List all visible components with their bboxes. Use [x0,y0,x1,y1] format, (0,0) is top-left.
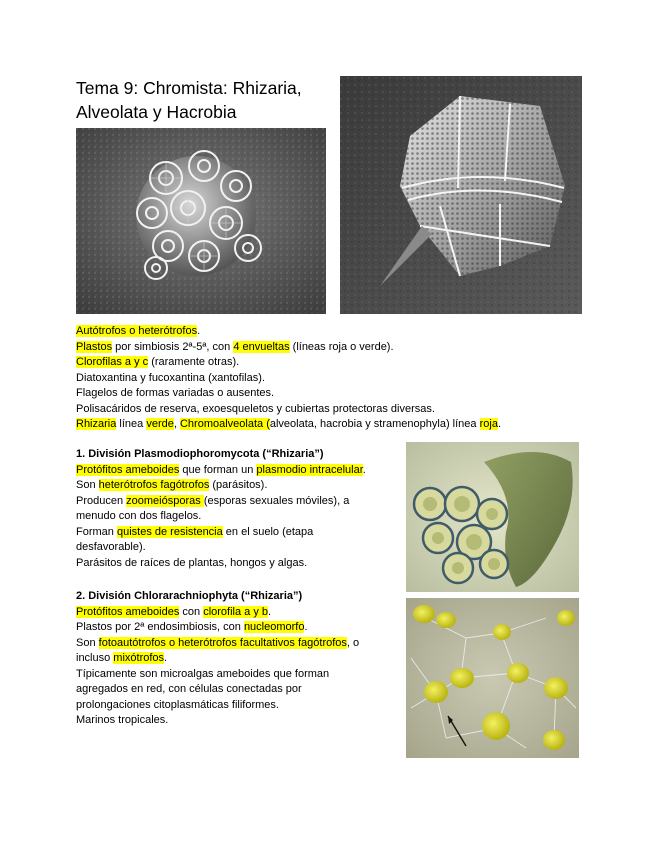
sec2-line-4: incluso mixótrofos. [76,652,168,664]
sec1-line-2: Son heterótrofos fagótrofos (parásitos). [76,479,268,491]
sec1-line-5: Forman quistes de resistencia en el suelo (etapa [76,525,314,538]
sec1-line-7: Parásitos de raíces de plantas, hongos y algas. [76,556,308,569]
plasmodiophora-image [406,442,579,592]
sec1-line-1: Protófitos ameboides que forman un plasmodio intracelular. [76,463,366,476]
section-1-heading: 1. División Plasmodiophoromycota (“Rhizaria”) [76,448,324,460]
intro-line-1: Autótrofos o heterótrofos. [76,325,201,337]
sec2-line-1: Protófitos ameboides con clorofila a y b. [76,605,272,618]
chlorarachnion-image [406,598,579,758]
coccolithophore-image [76,128,326,314]
sec2-line-5: Típicamente son microalgas ameboides que forman [76,667,330,680]
sec2-line-3: Son fotoautótrofos o heterótrofos facultativos fagótrofos, o [76,636,360,649]
intro-line-6: Polisacáridos de reserva, exoesqueletos y cubiertas protectoras diversas. [76,402,435,415]
sec1-line-4: menudo con dos flagelos. [76,510,202,522]
sec2-line-8: Marinos tropicales. [76,714,169,726]
intro-line-3: Clorofilas a y c (raramente otras). [76,356,240,368]
page-title: Tema 9: Chromista: Rhizaria, Alveolata y Hacrobia [76,78,302,122]
section-plasmodiophoromycota [76,447,398,571]
sec2-line-7: prolongaciones citoplasmáticas filiformes. [76,698,279,711]
sec1-line-6: desfavorable). [76,541,146,553]
sec2-line-2: Plastos por 2ª endosimbiosis, con nucleomorfo. [76,621,308,633]
intro-line-5: Flagelos de formas variadas o ausentes. [76,387,275,399]
section-2-heading: 2. División Chlorarachniophyta (“Rhizaria”) [76,590,303,602]
intro-line-2: Plastos por simbiosis 2ª-5ª, con 4 envueltas (líneas roja o verde). [76,340,394,353]
dinoflagellate-image [340,76,582,314]
intro-line-4: Diatoxantina y fucoxantina (xantofilas). [76,371,265,384]
section-chlorarachniophyta [76,589,398,729]
intro-line-7: Rhizaria línea verde, Chromoalveolata (alveolata, hacrobia y stramenophyla) línea roja. [76,418,501,430]
sec1-line-3: Producen zoomeiósporas (esporas sexuales móviles), a [76,494,350,507]
intro-characteristics [76,324,546,433]
sec2-line-6: agregados en red, con células conectadas por [76,683,302,695]
